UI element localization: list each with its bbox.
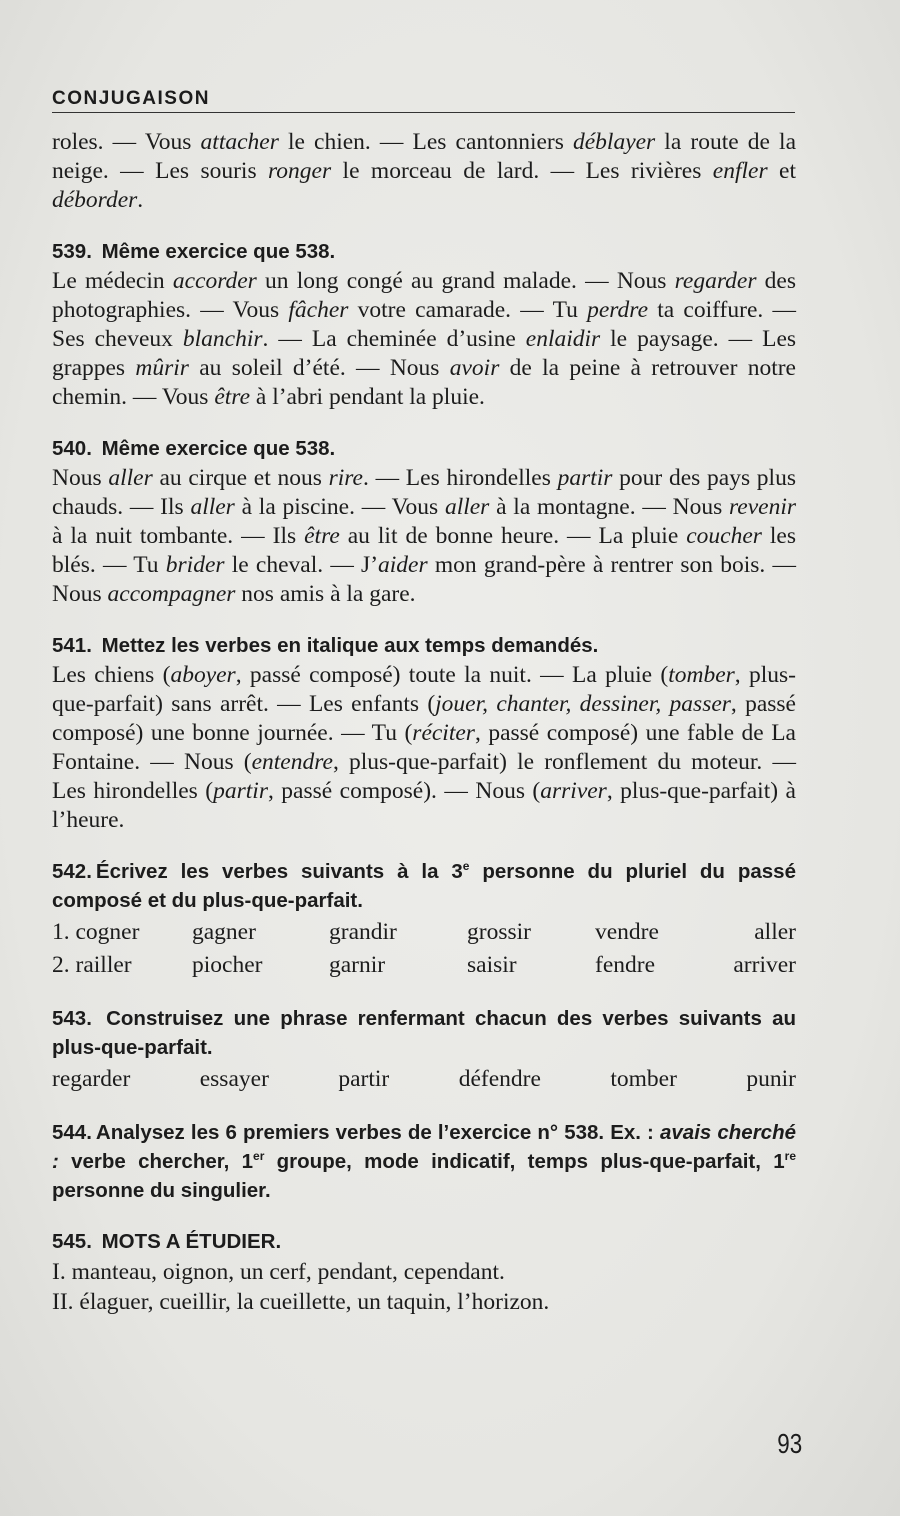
page-content (52, 128, 796, 1317)
italic-verb: enfler (712, 158, 768, 184)
italic-verb: déblayer (572, 129, 656, 155)
italic-verb: ronger (268, 158, 332, 184)
exercise-542-heading (52, 857, 796, 915)
superscript: re (784, 1149, 796, 1163)
italic-verb: partir (557, 465, 613, 491)
text-run: Le médecin (52, 268, 173, 294)
superscript: er (253, 1149, 265, 1163)
exercise-title: MOTS A ÉTUDIER. (101, 1230, 282, 1253)
italic-verb: attacher (200, 129, 279, 155)
text-run: roles. — Vous (52, 129, 201, 155)
italic-verb: arriver (540, 778, 607, 804)
italic-verb: aller (190, 494, 235, 520)
italic-verb: accorder (172, 268, 257, 294)
verb-cell: fendre (595, 952, 656, 978)
italic-verb: être (304, 523, 340, 549)
text-run: , plus-que-parfait) le ronflement du moteur. — Les hirondelles ( (52, 749, 796, 804)
verb-cell: saisir (467, 952, 517, 978)
italic-verb: réciter (412, 720, 475, 746)
exercise-540-heading (52, 434, 796, 463)
exercise-title-b: verbe chercher, 1 (58, 1150, 254, 1173)
verb-cell: 1. cogner (52, 919, 140, 945)
text-run: , plus-que-parfait) sans arrêt. — Les enfants ( (52, 662, 796, 717)
exercise-title-d: personne du singulier. (52, 1179, 271, 1202)
text-run: à l’abri pendant la pluie. (250, 384, 485, 410)
text-run: au cirque et nous (152, 465, 329, 491)
exercise-title-a: Écrivez les verbes suivants à la 3 (95, 860, 463, 883)
text-run: le chien. — Les cantonniers (278, 129, 573, 155)
text-run: les blés. — Tu (52, 523, 796, 578)
exercise-title-a: Analysez les 6 premiers verbes de l’exercice n° 538. Ex. : (95, 1121, 660, 1144)
exercise-542 (52, 857, 796, 982)
text-run: à la nuit tombante. — Ils (52, 523, 305, 549)
verb-cell: gagner (192, 919, 256, 945)
exercise-539 (52, 237, 796, 412)
text-run: le paysage. — Les grappes (52, 326, 797, 381)
exercise-number: 539. (52, 240, 92, 263)
page-header (52, 88, 795, 113)
verb-item: regarder (52, 1066, 131, 1092)
text-run: nos amis à la gare. (235, 581, 416, 607)
italic-verb: revenir (729, 494, 796, 520)
italic-verb: partir (213, 778, 268, 804)
italic-verb: avoir (449, 355, 500, 381)
italic-verb: aller (444, 494, 490, 520)
italic-verb: coucher (686, 523, 762, 549)
verb-cell: grandir (329, 919, 397, 945)
verb-item: punir (746, 1066, 796, 1092)
text-run: , passé composé) toute la nuit. — La pluie ( (235, 662, 669, 688)
text-run: pour des pays plus chauds. — Ils (52, 465, 796, 520)
exercise-title-c: groupe, mode indicatif, temps plus-que-parfait, 1 (264, 1150, 785, 1173)
exercise-541 (52, 631, 796, 835)
continuation-text (52, 128, 796, 215)
exercise-number: 544. (52, 1121, 92, 1144)
word-list-2: II. élaguer, cueillir, la cueillette, un taquin, l’horizon. (52, 1289, 550, 1315)
italic-verb: être (214, 384, 251, 410)
text-run: au lit de bonne heure. — La pluie (339, 523, 687, 549)
verb-item: partir (338, 1066, 390, 1092)
text-run: , plus-que-parfait) à l’heure. (52, 778, 796, 833)
italic-verb: déborder (52, 187, 138, 213)
italic-verb: jouer, chanter, dessiner, passer (435, 691, 731, 717)
exercise-544-heading (52, 1118, 796, 1205)
italic-verb: entendre (251, 749, 333, 775)
exercise-544 (52, 1118, 796, 1205)
verb-cell: grossir (467, 919, 531, 945)
exercise-543 (52, 1004, 796, 1096)
verb-item: tomber (610, 1066, 677, 1092)
exercise-number: 541. (52, 634, 92, 657)
italic-verb: fâcher (288, 297, 349, 323)
exercise-title-b: personne du pluriel du passé composé et du plus-que-parfait. (52, 860, 796, 912)
italic-verb: aller (108, 465, 153, 491)
exercise-title: Mettez les verbes en italique aux temps demandés. (101, 634, 599, 657)
italic-verb: regarder (674, 268, 757, 294)
verb-cell: garnir (329, 952, 386, 978)
text-run: . (137, 187, 144, 213)
exercise-539-text (52, 267, 796, 412)
text-run: de la peine à retrouver notre chemin. — Vous (52, 355, 796, 410)
exercise-number: 542. (52, 860, 92, 883)
exercise-number: 545. (52, 1230, 92, 1253)
italic-verb: aider (378, 552, 428, 578)
italic-verb: brider (165, 552, 225, 578)
text-run: . — Les hirondelles (362, 465, 558, 491)
text-run: , passé composé) une fable de La Fontaine. — Nous ( (52, 720, 796, 775)
text-run: un long congé au grand malade. — Nous (256, 268, 675, 294)
header-title: CONJUGAISON (52, 88, 210, 109)
text-run: à la piscine. — Vous (234, 494, 445, 520)
text-run: votre camarade. — Tu (348, 297, 588, 323)
exercise-541-heading (52, 631, 796, 660)
exercise-title: Même exercice que 538. (101, 240, 336, 263)
italic-verb: accompagner (107, 581, 236, 607)
verb-row-2 (52, 949, 796, 982)
exercise-540 (52, 434, 796, 609)
italic-verb: perdre (587, 297, 649, 323)
verb-cell: 2. railler (52, 952, 132, 978)
text-run: . — La cheminée d’usine (262, 326, 526, 352)
text-run: et (767, 158, 797, 184)
italic-verb: rire (328, 465, 363, 491)
verb-cell: arriver (733, 952, 796, 978)
italic-verb: tomber (668, 662, 735, 688)
text-run: au soleil d’été. — Nous (188, 355, 450, 381)
italic-verb: aboyer (170, 662, 236, 688)
exercise-545 (52, 1227, 796, 1317)
verb-list (52, 1063, 796, 1096)
text-run: le cheval. — J’ (224, 552, 379, 578)
text-run: ta coiffure. — Ses cheveux (52, 297, 796, 352)
text-run: , passé composé). — Nous ( (267, 778, 541, 804)
exercise-543-heading (52, 1004, 796, 1062)
italic-verb: blanchir (182, 326, 263, 352)
exercise-540-text (52, 464, 796, 609)
exercise-number: 540. (52, 437, 92, 460)
verb-cell: piocher (192, 952, 263, 978)
text-run: Les chiens ( (52, 662, 171, 688)
exercise-541-text (52, 661, 796, 835)
text-run: le morceau de lard. — Les rivières (331, 158, 713, 184)
text-run: à la montagne. — Nous (489, 494, 729, 520)
superscript: e (462, 859, 470, 873)
text-run: des photographies. — Vous (52, 268, 797, 323)
page-number: 93 (777, 1428, 802, 1459)
verb-cell: vendre (595, 919, 659, 945)
italic-verb: enlaidir (525, 326, 601, 352)
text-run: la route de la neige. — Les souris (52, 129, 797, 184)
text-run: Nous (52, 465, 109, 491)
verb-row-1 (52, 916, 796, 949)
text-run: mon grand-père à rentrer son bois. — Nous (52, 552, 796, 607)
exercise-title: Construisez une phrase renfermant chacun des verbes suivants au plus-que-parfait. (52, 1007, 796, 1059)
example-verb: avais cherché : (52, 1121, 797, 1173)
verb-cell: aller (754, 919, 796, 945)
exercise-539-heading (52, 237, 796, 266)
verb-item: essayer (199, 1066, 269, 1092)
exercise-545-heading (52, 1227, 796, 1256)
exercise-title: Même exercice que 538. (101, 437, 336, 460)
word-list-1: I. manteau, oignon, un cerf, pendant, cependant. (52, 1259, 505, 1285)
text-run: , passé composé) une bonne journée. — Tu ( (52, 691, 796, 746)
exercise-number: 543. (52, 1007, 92, 1030)
verb-item: défendre (458, 1066, 541, 1092)
italic-verb: mûrir (135, 355, 189, 381)
